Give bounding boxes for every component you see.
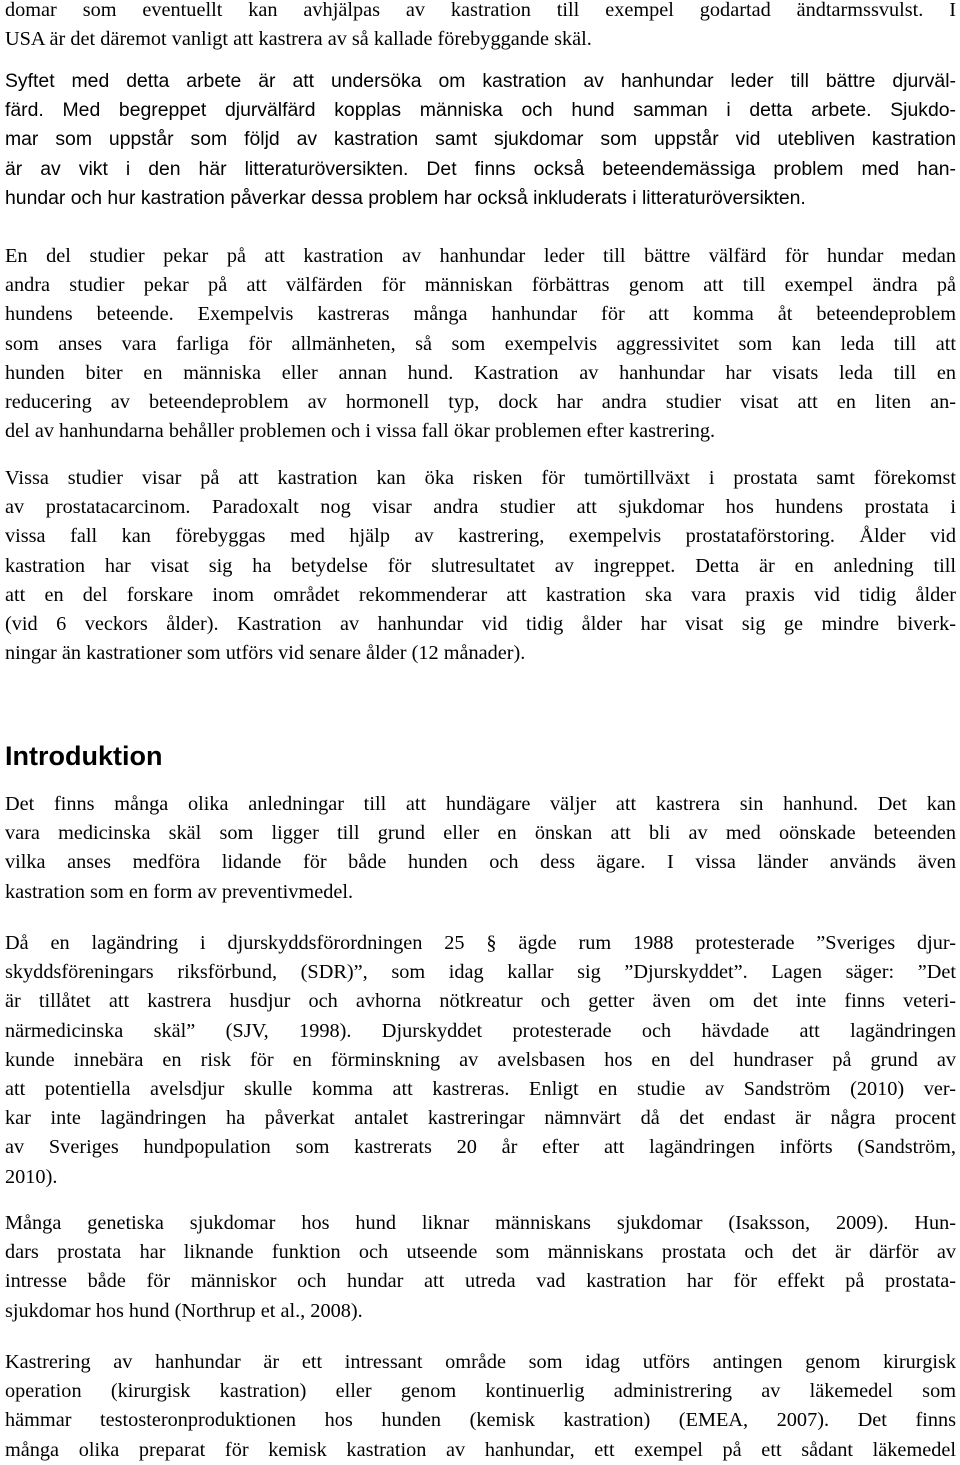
text-line: sjukdomar hos hund (Northrup et al., 2008). <box>5 1299 363 1322</box>
text-line: Vissa studier visar på att kastration kan öka risken för tumörtillväxt i prostata samt förekomst <box>5 467 956 489</box>
text-line: operation (kirurgisk kastration) eller genom kontinuerlig administrering av läkemedel som <box>5 1380 956 1403</box>
text-line: kastration har visat sig ha betydelse för slutresultatet av ingreppet. Detta är en anledning till <box>5 554 956 577</box>
section-heading: Introduktion <box>5 741 163 771</box>
text-line: domar som eventuellt kan avhjälpas av kastration till exempel godartad ändtarmssvulst. I <box>5 0 956 21</box>
text-line: 2010). <box>5 1165 58 1188</box>
text-line: att en del forskare inom området rekommenderar att kastration ska vara praxis vid tidig ålder <box>5 583 956 606</box>
text-line: är tillåtet att kastrera husdjur och avhorna nötkreatur och getter även om det inte finns veteri- <box>5 990 956 1013</box>
paragraph-castration-methods <box>5 1348 956 1465</box>
paragraph-studies-welfare <box>5 242 956 446</box>
text-line: är av vikt i den här litteraturöversikten. Det finns också beteendemässiga problem med han- <box>5 157 956 180</box>
text-line: vilka anses medföra lidande för både hunden och dess ägare. I vissa länder används även <box>5 851 956 874</box>
text-line: En del studier pekar på att kastration av hanhundar leder till bättre välfärd för hundar medan <box>5 245 956 267</box>
paragraph-continuation <box>5 0 956 54</box>
text-line: vissa fall kan förebyggas med hjälp av kastrering, exempelvis prostataförstoring. Ålder vid <box>5 525 956 548</box>
text-line: hundar och hur kastration påverkar dessa problem har också inkluderats i litteraturöversikten. <box>5 186 806 209</box>
paragraph-purpose <box>5 67 956 213</box>
text-line: att potentiella avelsdjur skulle komma att kastreras. Enligt en studie av Sandström (2010) ver- <box>5 1078 956 1101</box>
text-line: färd. Med begreppet djurvälfärd kopplas människa och hund samman i detta arbete. Sjukdo- <box>5 99 956 122</box>
text-line: Då en lagändring i djurskyddsförordningen 25 § ägde rum 1988 protesterade ”Sveriges djur- <box>5 932 956 954</box>
paragraph-prostata <box>5 464 956 668</box>
paragraph-intro-reasons <box>5 790 956 907</box>
text-line: skyddsföreningars riksförbund, (SDR)”, som idag kallar sig ”Djurskyddet”. Lagen säger: ”Det <box>5 961 956 984</box>
text-line: många olika preparat för kemisk kastration av hanhundar, ett exempel på ett sådant läkemedel <box>5 1438 956 1461</box>
text-line: som anses vara farliga för allmänheten, så som exempelvis aggressivitet som kan leda till att <box>5 332 956 355</box>
text-line: av prostatacarcinom. Paradoxalt nog visar andra studier att sjukdomar hos hundens prostata i <box>5 496 956 519</box>
text-line: ningar än kastrationer som utförs vid senare ålder (12 månader). <box>5 642 526 665</box>
text-line: Många genetiska sjukdomar hos hund liknar människans sjukdomar (Isaksson, 2009). Hun- <box>5 1212 956 1234</box>
paragraph-genetics <box>5 1209 956 1326</box>
text-line: Det finns många olika anledningar till att hundägare väljer att kastrera sin hanhund. Det kan <box>5 793 956 815</box>
text-line: kastration som en form av preventivmedel. <box>5 880 354 903</box>
text-line: andra studier pekar på att välfärden för människan förbättras genom att till exempel ändra på <box>5 274 956 297</box>
text-line: USA är det däremot vanligt att kastrera av så kallade förebyggande skäl. <box>5 28 592 51</box>
text-line: intresse både för människor och hundar att utreda vad kastration har för effekt på prostata- <box>5 1270 956 1293</box>
text-line: kunde innebära en risk för en förminskning av avelsbasen hos en del hundraser på grund av <box>5 1048 956 1071</box>
text-line: av Sveriges hundpopulation som kastrerats 20 år efter att lagändringen införts (Sandström, <box>5 1136 956 1159</box>
text-line: kar inte lagändringen ha påverkat antalet kastreringar nämnvärt då det endast är några procent <box>5 1107 956 1130</box>
text-line: (vid 6 veckors ålder). Kastration av hanhundar vid tidig ålder har visat sig ge mindre biverk- <box>5 613 956 636</box>
text-line: Syftet med detta arbete är att undersöka om kastration av hanhundar leder till bättre djurväl- <box>5 70 956 92</box>
text-line: vara medicinska skäl som ligger till grund eller en önskan att bli av med oönskade beteenden <box>5 822 956 845</box>
text-line: reducering av beteendeproblem av hormonell typ, dock har andra studier visat att en liten an- <box>5 391 956 414</box>
paragraph-law-change <box>5 929 956 1192</box>
text-line: mar som uppstår som följd av kastration samt sjukdomar som uppstår vid utebliven kastration <box>5 128 956 151</box>
text-line: del av hanhundarna behåller problemen och i vissa fall ökar problemen efter kastrering. <box>5 420 716 443</box>
text-line: hunden biter en människa eller annan hund. Kastration av hanhundar har visats leda till en <box>5 361 956 384</box>
text-line: Kastrering av hanhundar är ett intressant område som idag utförs antingen genom kirurgisk <box>5 1351 956 1373</box>
text-line: dars prostata har liknande funktion och utseende som människans prostata och det är därför av <box>5 1241 956 1264</box>
text-line: närmedicinska skäl” (SJV, 1998). Djurskyddet protesterade och hävdade att lagändringen <box>5 1019 956 1042</box>
text-line: hundens beteende. Exempelvis kastreras många hanhundar för att komma åt beteendeproblem <box>5 303 956 326</box>
text-line: hämmar testosteronproduktionen hos hunden (kemisk kastration) (EMEA, 2007). Det finns <box>5 1409 956 1432</box>
